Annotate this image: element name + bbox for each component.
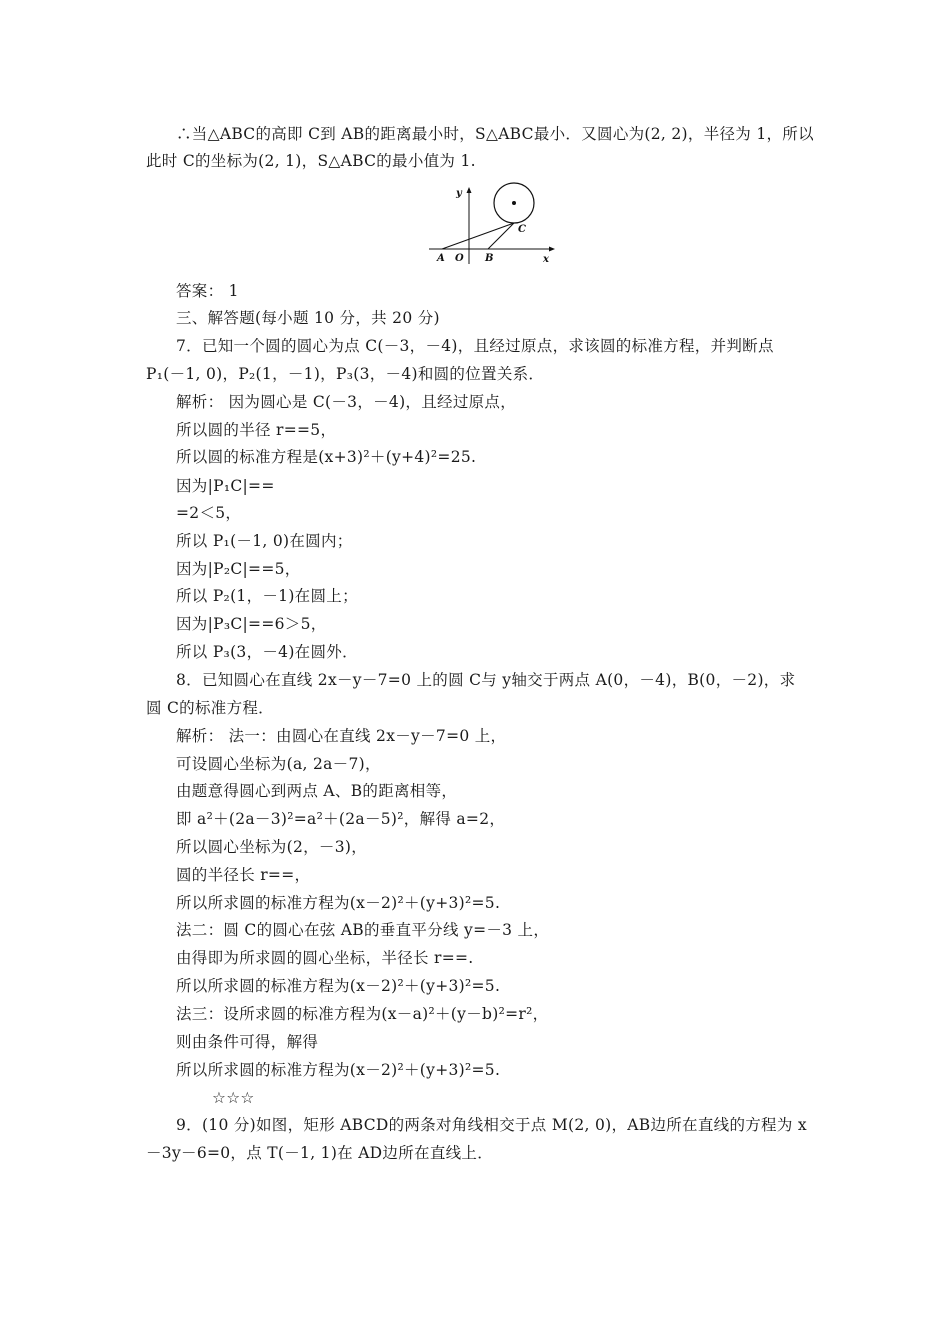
text-line: 因为|P₁C|==: [176, 477, 275, 495]
text-line: 可设圆心坐标为(a, 2a－7)，: [176, 755, 381, 773]
point-b-label: B: [485, 253, 494, 264]
question-9-line: 9．(10 分)如图，矩形 ABCD的两条对角线相交于点 M(2, 0)，AB边所在直线的方程为 x: [176, 1116, 807, 1134]
question-7-line: 7．已知一个圆的圆心为点 C(－3，－4)，且经过原点，求该圆的标准方程，并判断点: [176, 337, 774, 355]
question-8-line: 8．已知圆心在直线 2x－y－7=0 上的圆 C与 y轴交于两点 A(0，－4)，B(0，－2)，求: [176, 671, 796, 689]
text-line: 法二：圆 C的圆心在弦 AB的垂直平分线 y=－3 上，: [176, 921, 550, 939]
text-line: 由题意得圆心到两点 A、B的距离相等，: [176, 782, 458, 800]
text-line: 所以 P₁(－1, 0)在圆内；: [176, 532, 353, 550]
text-line: 由得即为所求圆的圆心坐标，半径长 r==.: [176, 949, 474, 967]
text-line: 因为|P₃C|==6＞5，: [176, 615, 327, 633]
question-7-line: P₁(－1, 0)，P₂(1，－1)，P₃(3，－4)和圆的位置关系．: [146, 365, 545, 383]
question-8-line: 圆 C的标准方程．: [146, 699, 274, 717]
text-line: 所以 P₃(3，－4)在圆外．: [176, 643, 358, 661]
point-a-label: A: [437, 253, 446, 264]
origin-label: O: [455, 253, 465, 264]
text-line: 法三：设所求圆的标准方程为(x－a)²＋(y－b)²=r²，: [176, 1005, 549, 1023]
star-divider: ☆☆☆: [212, 1089, 255, 1107]
answer-line: 答案： 1: [176, 282, 239, 300]
text-line: 此时 C的坐标为(2, 1)，S△ABC的最小值为 1.: [146, 152, 476, 170]
x-axis-label: x: [543, 254, 550, 265]
text-line: 即 a²＋(2a－3)²=a²＋(2a－5)²，解得 a=2，: [176, 810, 506, 828]
text-line: =2＜5，: [176, 504, 242, 522]
text-line: 圆的半径长 r==，: [176, 866, 311, 884]
text-line: 所以所求圆的标准方程为(x－2)²＋(y+3)²=5.: [176, 977, 501, 995]
text-line: 则由条件可得，解得: [176, 1033, 319, 1051]
text-line: 所以所求圆的标准方程为(x－2)²＋(y+3)²=5.: [176, 1061, 501, 1079]
text-line: ∴当△ABC的高即 C到 AB的距离最小时，S△ABC最小．又圆心为(2, 2)，半径为 1，所以: [176, 125, 814, 143]
text-line: 所以所求圆的标准方程为(x－2)²＋(y+3)²=5.: [176, 894, 501, 912]
text-line: 解析： 因为圆心是 C(－3，－4)，且经过原点，: [176, 393, 517, 411]
text-line: 所以圆的半径 r==5，: [176, 421, 337, 439]
coordinate-figure: [425, 182, 560, 267]
text-line: 解析： 法一：由圆心在直线 2x－y－7=0 上，: [176, 727, 507, 745]
question-9-line: －3y－6=0，点 T(－1, 1)在 AD边所在直线上．: [146, 1144, 494, 1162]
text-line: 所以圆的标准方程是(x+3)²＋(y+4)²=25.: [176, 448, 477, 466]
y-axis-label: y: [456, 188, 463, 199]
text-line: 所以 P₂(1，－1)在圆上；: [176, 587, 358, 605]
point-c-label: C: [518, 224, 527, 235]
text-line: 因为|P₂C|==5，: [176, 560, 301, 578]
section-heading: 三、解答题(每小题 10 分，共 20 分): [176, 309, 440, 327]
text-line: 所以圆心坐标为(2，－3)，: [176, 838, 368, 856]
